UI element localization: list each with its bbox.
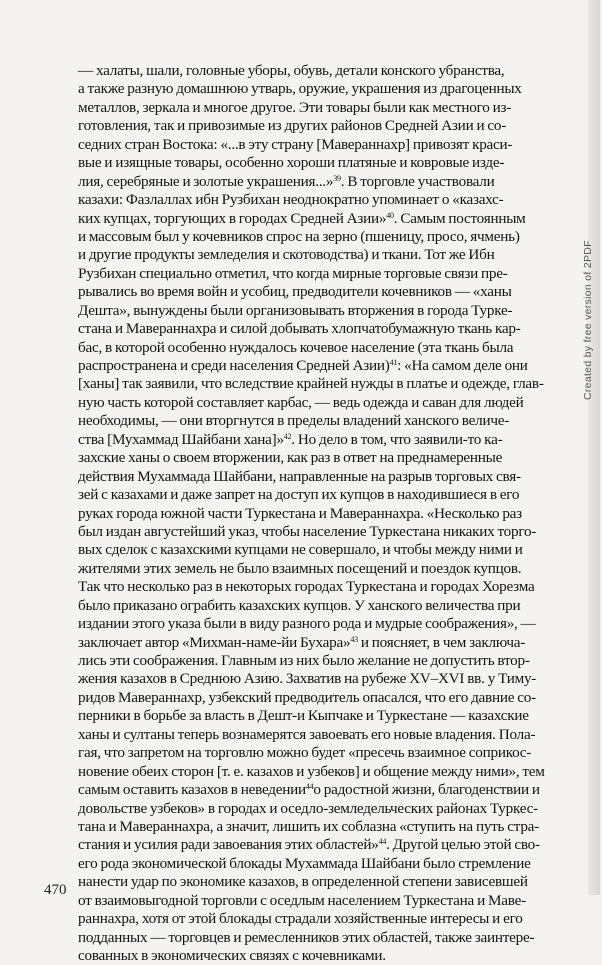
- text-segment: зей с казахами и даже запрет на доступ их купцов в находившиеся в его: [78, 486, 520, 504]
- text-segment: распространена и среди населения Средней Азии): [78, 357, 390, 374]
- text-segment: подданных — торговцев и ремесленников этих областей, также заинтере-: [78, 928, 535, 946]
- text-segment: заключает автор «Михман-наме-йи Бухара»: [78, 633, 351, 651]
- text-segment: лия, серебряные и золотые украшения...»: [78, 172, 334, 190]
- text-segment: нанести удар по экономике казахов, в определенной степени зависевшей: [78, 873, 528, 891]
- text-segment: седних стран Востока: «...в эту страну [Мавераннахр] привозят краси-: [78, 135, 513, 153]
- text-line: [78, 634, 590, 652]
- text-line: [78, 320, 590, 338]
- text-line: [78, 173, 590, 191]
- text-line: [78, 80, 590, 98]
- text-segment: жения казахов в Среднюю Азию. Захватив на рубеже XV–XVI вв. у Тиму-: [78, 670, 537, 688]
- text-segment: ридов Мавераннахр, узбекский предводитель опасался, что его давние со-: [78, 688, 536, 706]
- text-segment: раннахра, хотя от этой блокады страдали хозяйственные интересы и его: [78, 910, 523, 928]
- footnote-ref: 40: [386, 210, 394, 220]
- text-line: [78, 99, 590, 117]
- text-line: [78, 339, 590, 357]
- text-segment: сованных в экономических связях с кочевниками.: [78, 947, 386, 964]
- text-line: [78, 689, 590, 707]
- text-line: [78, 154, 590, 172]
- text-line: [78, 615, 590, 633]
- text-segment: его рода экономической блокады Мухаммада Шайбани было стремление: [78, 854, 531, 872]
- footnote-ref: 43: [350, 634, 358, 644]
- text-segment: довольстве узбеков» в городах и оседло-земледельческих районах Туркес-: [78, 799, 538, 817]
- text-segment: вых сделок с казахскими купцами не совершало, и чтобы между ними и: [78, 541, 523, 559]
- text-segment: готовления, так и привозимые из других районов Средней Азии и со-: [78, 117, 507, 135]
- text-segment: : «На самом деле они: [397, 357, 528, 374]
- text-line: [78, 505, 590, 523]
- text-segment: было приказано ограбить казахских купцов. У ханского величества при: [78, 596, 521, 614]
- text-line: [78, 892, 590, 910]
- text-line: [78, 947, 590, 965]
- text-segment: был издан августейший указ, чтобы население Туркестана никаких торго-: [78, 522, 537, 540]
- page-number: 470: [44, 882, 67, 898]
- text-segment: ную часть которой составляет карбас, — ведь одежда и саван для людей: [78, 393, 524, 411]
- text-segment: гая, что запретом на торговлю можно будет «пресечь взаимное соприкос-: [78, 744, 532, 762]
- footnote-ref: 41: [389, 358, 398, 367]
- text-segment: ких купцах, торгующих в городах Средней Азии»: [78, 209, 387, 227]
- page-edge: [588, 0, 600, 895]
- text-line: [78, 486, 590, 504]
- text-segment: стана и Мавераннахра и силой добывать хлопчатобумажную ткань кар-: [78, 320, 521, 338]
- footnote-ref: 39: [333, 173, 341, 183]
- text-line: [78, 449, 590, 467]
- text-segment: ханы и султаны теперь вознамерятся завоевать его новые владения. Пола-: [78, 725, 536, 743]
- text-line: [78, 541, 590, 559]
- text-segment: Дешта», вынуждены были организовывать вторжения в города Турке-: [78, 301, 513, 319]
- text-segment: и другие продукты земледелия и скотоводства) и ткани. Тот же Ибн: [78, 246, 495, 264]
- text-line: [78, 578, 590, 596]
- text-segment: жителями этих земель не было взаимных посещений и поездок купцов.: [78, 559, 522, 577]
- text-segment: . Но дело в том, что заявили-то ка-: [291, 430, 503, 448]
- body-paragraph: [78, 62, 590, 965]
- text-segment: бас, в которой особенно нуждалось кочевое население (эта ткань была: [78, 338, 514, 356]
- text-line: [78, 707, 590, 725]
- text-segment: новение обеих сторон [т. е. казахов и узбеков] и общение между ними», тем: [78, 762, 545, 780]
- text-segment: ства [Мухаммад Шайбани хана]»: [78, 430, 284, 448]
- text-segment: стания и усилия ради завоевания этих областей»: [78, 836, 379, 854]
- text-segment: . Другой целью этой сво-: [386, 836, 540, 854]
- text-segment: лись эти соображения. Главным из них было желание не допустить втор-: [78, 652, 530, 669]
- text-segment: руках города южной части Туркестана и Мавераннахра. «Несколько раз: [78, 504, 522, 522]
- text-segment: рывались во время войн и усобиц, предводители кочевников — «ханы: [78, 283, 512, 301]
- text-segment: издании этого указа были в виду разного рода и мудрые соображения», —: [78, 615, 536, 633]
- text-line: [78, 836, 590, 854]
- text-line: [78, 910, 590, 928]
- footnote-ref: 44: [378, 837, 387, 847]
- text-segment: о радостной жизни, благоденствии и: [313, 781, 540, 799]
- text-line: [78, 191, 590, 209]
- text-segment: и массовым был у кочевников спрос на зерно (пшеницу, просо, ячмень): [78, 227, 520, 245]
- text-line: [78, 652, 590, 670]
- text-segment: а также разную домашнюю утварь, оружие, украшения из драгоценных: [78, 80, 522, 98]
- text-line: [78, 726, 590, 744]
- text-segment: — халаты, шали, головные уборы, обувь, детали конского убранства,: [78, 62, 505, 79]
- text-line: [78, 210, 590, 228]
- text-line: [78, 394, 590, 412]
- text-line: [78, 302, 590, 320]
- text-segment: Так что несколько раз в некоторых городах Туркестана и городах Хорезма: [78, 578, 535, 596]
- text-line: [78, 431, 590, 449]
- text-segment: [ханы] так заявили, что вследствие крайней нужды в платье и одежде, глав-: [78, 375, 544, 393]
- text-segment: . В торговле участвовали: [340, 172, 495, 190]
- text-line: [78, 670, 590, 688]
- text-line: [78, 468, 590, 486]
- text-line: [78, 763, 590, 781]
- text-line: [78, 929, 590, 947]
- footnote-ref: 44: [305, 782, 314, 792]
- text-segment: захские ханы о своем вторжении, как раз в ответ на преднамеренные: [78, 449, 503, 467]
- text-line: [78, 781, 590, 799]
- footnote-ref: 42: [283, 431, 292, 441]
- text-segment: казахи: Фазлаллах ибн Рузбихан неоднократно упоминает о «казахс-: [78, 191, 504, 209]
- text-segment: самым оставить казахов в неведении: [78, 781, 306, 799]
- text-segment: Рузбихан специально отметил, что когда мирные торговые связи пре-: [78, 264, 508, 282]
- text-line: [78, 855, 590, 873]
- text-segment: . Самым постоянным: [393, 209, 526, 227]
- watermark-text: Created by free version of 2PDF: [582, 240, 594, 400]
- text-line: [78, 523, 590, 541]
- text-line: [78, 136, 590, 154]
- text-line: [78, 117, 590, 135]
- text-segment: необходимы, — они вторгнутся в пределы владений ханского величе-: [78, 412, 510, 430]
- text-line: [78, 228, 590, 246]
- text-segment: вые и изящные товары, особенно хороши платяные и ковровые изде-: [78, 154, 505, 172]
- text-segment: и поясняет, в чем заключа-: [357, 633, 526, 651]
- text-line: [78, 246, 590, 264]
- text-segment: тана и Мавераннахра, а значит, лишить их соблазна «ступить на путь стра-: [78, 817, 539, 835]
- text-segment: от взаимовыгодной торговли с оседлым населением Туркестана и Маве-: [78, 891, 526, 909]
- text-line: [78, 375, 590, 393]
- text-line: [78, 818, 590, 836]
- text-line: [78, 357, 590, 375]
- text-line: [78, 744, 590, 762]
- text-line: [78, 800, 590, 818]
- text-segment: перники в борьбе за власть в Дешт-и Кыпчаке и Туркестане — казахские: [78, 707, 529, 725]
- text-line: [78, 560, 590, 578]
- text-line: [78, 265, 590, 283]
- text-segment: металлов, зеркала и многое другое. Эти товары были как местного из-: [78, 98, 512, 116]
- text-line: [78, 412, 590, 430]
- text-line: [78, 873, 590, 891]
- text-line: [78, 62, 590, 80]
- text-segment: действия Мухаммада Шайбани, направленные на разрыв торговых свя-: [78, 467, 521, 485]
- text-line: [78, 597, 590, 615]
- text-line: [78, 283, 590, 301]
